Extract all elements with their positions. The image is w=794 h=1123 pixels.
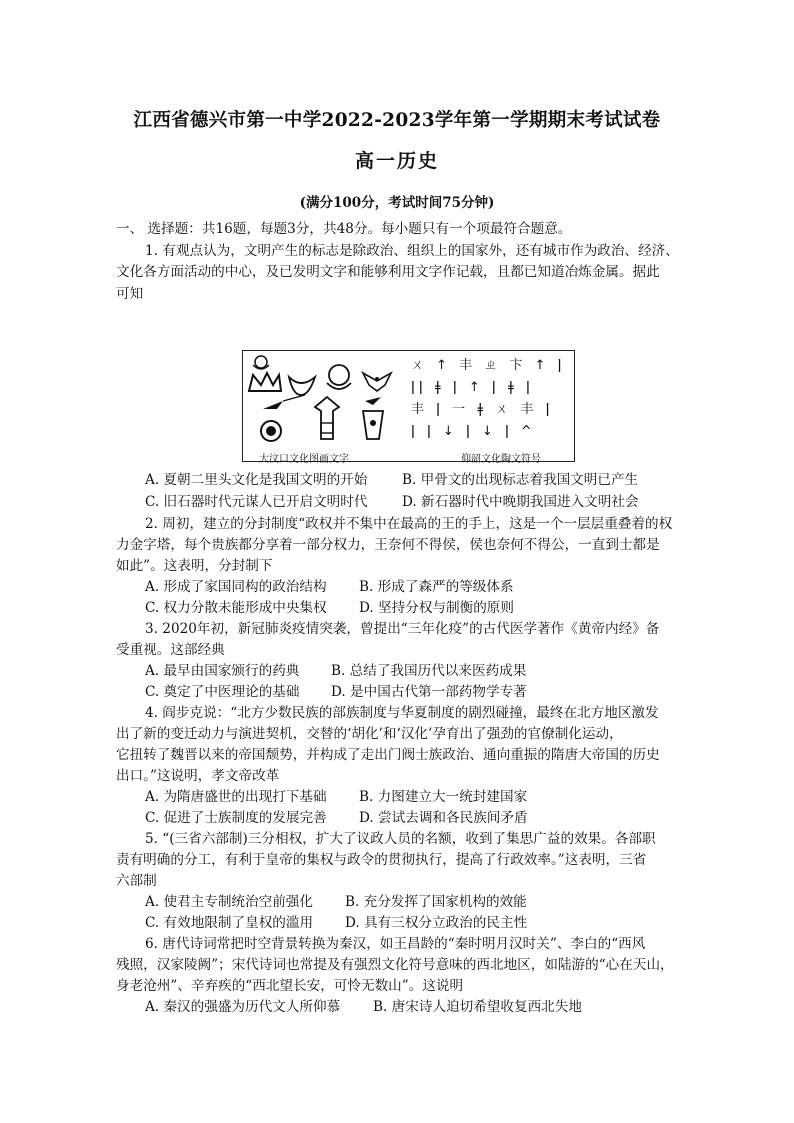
exam-title: 江西省德兴市第一中学2022-2023学年第一学期期末考试试卷 xyxy=(133,110,661,131)
q3-options-row xyxy=(145,682,527,702)
q5-options-row xyxy=(145,913,527,933)
q3-stem-line: 受重视。这部经典 xyxy=(116,642,225,658)
q4-stem-line: 它扭转了魏晋以来的帝国颓势，并构成了走出门阀士族政治、通向重振的隋唐大帝国的历史 xyxy=(116,747,660,763)
q3-option-d[interactable]: D. 是中国古代第一部药物学专著 xyxy=(331,684,527,700)
q4-option-c[interactable]: C. 促进了士族制度的发展完善 xyxy=(145,810,327,826)
q5-option-d[interactable]: D. 具有三权分立政治的民主性 xyxy=(345,915,528,931)
q5-options-row xyxy=(145,892,527,912)
q2-options-row xyxy=(145,598,514,618)
q5-option-c[interactable]: C. 有效地限制了皇权的滥用 xyxy=(145,915,314,931)
pottery-symbols: ㄨ ↑ 丰 ㄓ 卞 ↑ ǀ ǀǀ ǂ ǀ ↑ ǀ ǂ ǀ 丰 ǀ 一 ǂ ㄨ 丰 ǀ ǀ ǀ ↓ ǀ ↓ ǀ ^ xyxy=(411,358,566,439)
q4-options-row xyxy=(145,787,527,807)
exam-note: (满分100分，考试时间75分钟) xyxy=(299,195,495,211)
q1-stem-line: 文化各方面活动的中心，及已发明文字和能够利用文字作记载，且都已知道冶炼金属。据此 xyxy=(116,264,660,280)
q1-option-b[interactable]: B. 甲骨文的出现标志着我国文明已产生 xyxy=(402,472,639,488)
q5-stem-line: 六部制 xyxy=(116,873,157,889)
q6-stem-line: 6. 唐代诗词常把时空背景转换为秦汉，如王昌龄的“秦时明月汉时关”、李白的“西风 xyxy=(145,936,646,952)
q4-option-a[interactable]: A. 为隋唐盛世的出现打下基础 xyxy=(145,789,327,805)
q6-stem-line: 身老沧州”、辛弃疾的“西北望长安，可怜无数山”。这说明 xyxy=(116,978,464,994)
q2-options-row xyxy=(145,577,514,597)
q2-option-c[interactable]: C. 权力分散未能形成中央集权 xyxy=(145,600,327,616)
q1-options-row xyxy=(145,492,639,512)
q3-option-b[interactable]: B. 总结了我国历代以来医药成果 xyxy=(331,663,527,679)
q2-stem-line: 2. 周初，建立的分封制度“政权并不集中在最高的王的手上，这是一个一层层重叠着的权 xyxy=(145,516,673,532)
q6-options-row xyxy=(145,997,582,1017)
q1-options-row xyxy=(145,470,638,490)
q1-option-a[interactable]: A. 夏朝二里头文化是我国文明的开始 xyxy=(145,472,368,488)
figure-caption-right: 仰韶文化陶文符号 xyxy=(461,454,541,465)
q1-figure xyxy=(242,350,575,465)
q5-stem-line: 责有明确的分工，有利于皇帝的集权与政令的贯彻执行，提高了行政效率。”这表明，三省 xyxy=(116,852,647,868)
q1-stem-line: 1. 有观点认为，文明产生的标志是除政治、组织上的国家外，还有城市作为政治、经济、 xyxy=(145,243,679,259)
q6-stem-line: 残照，汉家陵阙”；宋代诗词也常提及有强烈文化符号意味的西北地区，如陆游的“心在天山， xyxy=(116,957,674,973)
figure-caption-left: 大汶口文化图画文字 xyxy=(259,454,349,465)
q3-option-c[interactable]: C. 奠定了中医理论的基础 xyxy=(145,684,300,700)
q4-option-b[interactable]: B. 力图建立大一统封建国家 xyxy=(359,789,528,805)
q2-option-a[interactable]: A. 形成了家国同构的政治结构 xyxy=(145,579,327,595)
q6-option-b[interactable]: B. 唐宋诗人迫切希望收复西北失地 xyxy=(373,999,582,1015)
q3-options-row xyxy=(145,661,526,681)
q4-options-row xyxy=(145,808,528,828)
q3-option-a[interactable]: A. 最早由国家颁行的药典 xyxy=(145,663,300,679)
q4-stem-line: 出口。”这说明，孝文帝改革 xyxy=(116,768,280,784)
q1-option-d[interactable]: D. 新石器时代中晚期我国进入文明社会 xyxy=(402,494,639,510)
q2-option-d[interactable]: D. 坚持分权与制衡的原则 xyxy=(359,600,514,616)
q3-stem-line: 3. 2020年初，新冠肺炎疫情突袭，曾提出“三年化疫”的古代医学著作《黄帝内经》备 xyxy=(145,621,660,637)
exam-subject: 高一历史 xyxy=(354,150,439,172)
q2-option-b[interactable]: B. 形成了森严的等级体系 xyxy=(359,579,514,595)
q4-stem-line: 出了新的变迁动力与演进契机，交替的‘胡化’和‘汉化’孕育出了强劲的官僚制化运动， xyxy=(116,726,623,742)
q2-stem-line: 如此”。这表明，分封制下 xyxy=(116,558,273,574)
section-heading: 一、 选择题：共16题，每题3分，共48分。每小题只有一个项最符合题意。 xyxy=(116,221,572,237)
q6-option-a[interactable]: A. 秦汉的强盛为历代文人所仰慕 xyxy=(145,999,341,1015)
q5-option-b[interactable]: B. 充分发挥了国家机构的效能 xyxy=(345,894,527,910)
q4-option-d[interactable]: D. 尝试去调和各民族间矛盾 xyxy=(359,810,528,826)
q4-stem-line: 4. 阎步克说：“北方少数民族的部族制度与华夏制度的剧烈碰撞，最终在北方地区激发 xyxy=(145,705,659,721)
q5-stem-line: 5. “(三省六部制)三分相权，扩大了议政人员的名额，收到了集思广益的效果。各部职 xyxy=(145,831,656,847)
q2-stem-line: 力金字塔，每个贵族都分享着一部分权力，王奈何不得侯，侯也奈何不得公，一直到士都是 xyxy=(116,537,660,553)
q1-option-c[interactable]: C. 旧石器时代元谋人已开启文明时代 xyxy=(145,494,368,510)
q5-option-a[interactable]: A. 使君主专制统治空前强化 xyxy=(145,894,313,910)
q1-stem-line: 可知 xyxy=(116,286,144,302)
